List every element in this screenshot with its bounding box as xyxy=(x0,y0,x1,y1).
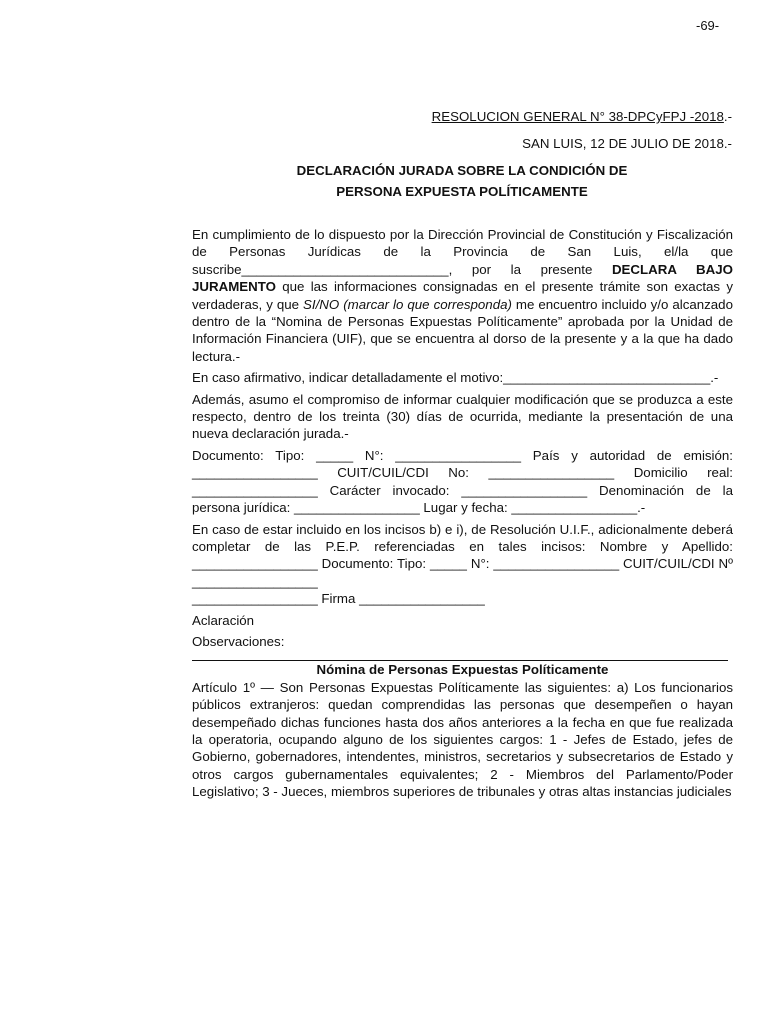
resolution-suffix: .- xyxy=(723,109,732,124)
declaration-text-2: que las informaciones consignadas en el presente trámite son exactas y verdaderas, y que xyxy=(192,279,733,312)
aclaracion-label: Aclaración xyxy=(192,612,255,628)
resolution-header xyxy=(432,109,732,124)
declaration-text-1: En cumplimiento de lo dispuesto por la Dirección Provincial de Constitución y Fiscalización de Personas Jurídicas de la Provincia de San Luis, el/la que suscribe____________________________, por la presente xyxy=(192,227,733,277)
observaciones-label: Observaciones: xyxy=(192,633,285,649)
declaration-text-3: me encuentro incluido y/o alcanzado dentro de la “Nomina de Personas Expuestas Políticamente” aprobada por la Unidad de Información Financiera (UIF), que se encuentra al dorso de la presente y a la que ha dado lectura.- xyxy=(192,296,733,364)
paragraph-motivo: En caso afirmativo, indicar detalladamente el motivo:____________________________.- xyxy=(192,370,719,386)
paragraph-declaration xyxy=(192,226,733,365)
articulo-1: Artículo 1º — Son Personas Expuestas Políticamente las siguientes: a) Los funcionarios públicos extranjeros: quedan comprendidas las personas que desempeñen o hayan desempeñado dichas funciones hasta dos años anteriores a la fecha en que fue realizada la operatoria, ocupando alguno de los siguientes cargos: 1 - Jefes de Estado, jefes de Gobierno, gobernadores, intendentes, ministros, secretarios y subsecretarios de Estado y otros cargos gubernamentales equivalentes; 2 - Miembros del Parlamento/Poder Legislativo; 3 - Jueces, miembros superiores de tribunales y otras altas instancias judiciales xyxy=(192,679,733,800)
title-line-2: PERSONA EXPUESTA POLÍTICAMENTE xyxy=(336,184,588,199)
document-body xyxy=(192,226,733,801)
firma-line: _________________ Firma _________________ xyxy=(192,591,485,607)
declara-bajo-juramento: DECLARA BAJO JURAMENTO xyxy=(192,261,733,295)
si-no-choice: SI/NO (marcar lo que corresponda) xyxy=(303,296,512,312)
paragraph-incisos: En caso de estar incluido en los incisos b) e i), de Resolución U.I.F., adicionalmente deberá completar de las P.E.P. referenciadas en tales incisos: Nombre y Apellido: _________________ Documento: Tipo: _____ N°: _________________ CUIT/CUIL/CDI Nº _________________ xyxy=(192,521,733,589)
nomina-title: Nómina de Personas Expuestas Políticamente xyxy=(316,662,609,678)
document-title xyxy=(192,160,732,202)
paragraph-documento: Documento: Tipo: _____ N°: _________________ País y autoridad de emisión: _________________ CUIT/CUIL/CDI No: _________________ Domicilio real: _________________ Carácter invocado: _________________ Denominación de la persona jurídica: _________________ Lugar y fecha: _________________.- xyxy=(192,447,733,516)
title-line-1: DECLARACIÓN JURADA SOBRE LA CONDICIÓN DE xyxy=(296,163,628,178)
paragraph-compromiso: Además, asumo el compromiso de informar cualquier modificación que se produzca a este respecto, dentro de los treinta (30) días de ocurrida, mediante la presentación de una nueva declaración jurada.- xyxy=(192,391,733,442)
resolution-number: RESOLUCION GENERAL N° 38-DPCyFPJ -2018 xyxy=(431,109,724,124)
observaciones-line xyxy=(192,650,728,661)
place-date: SAN LUIS, 12 DE JULIO DE 2018.- xyxy=(522,136,732,151)
page-number: -69- xyxy=(696,18,720,33)
